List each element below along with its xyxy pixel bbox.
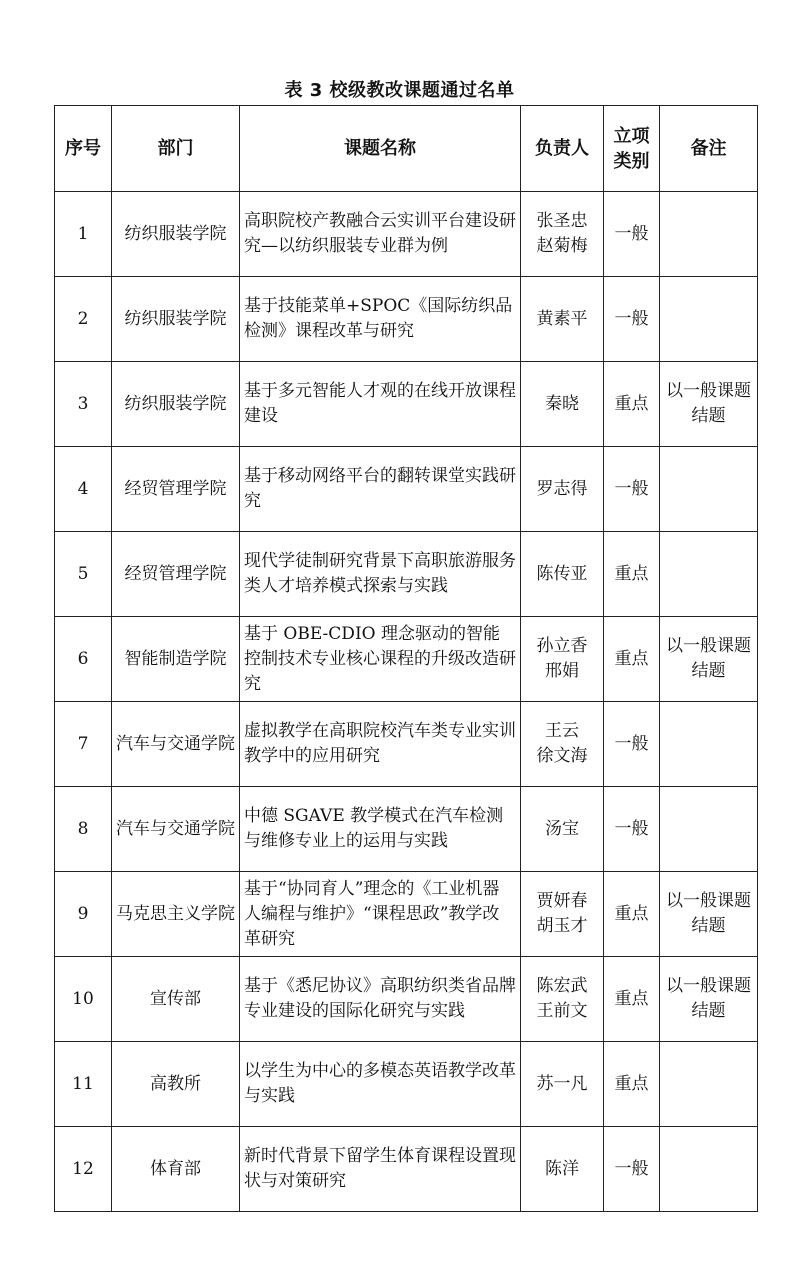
cell-topic: 基于多元智能人才观的在线开放课程建设 [240,362,521,447]
cell-dept: 纺织服装学院 [112,192,240,277]
cell-topic: 基于技能菜单+SPOC《国际纺织品检测》课程改革与研究 [240,277,521,362]
header-no: 序号 [55,106,112,192]
cell-dept: 经贸管理学院 [112,447,240,532]
table-row [55,362,758,447]
cell-owner [521,1042,604,1127]
header-type-line2: 类别 [613,150,650,172]
cell-note [660,1042,758,1127]
cell-owner-1: 陈传亚 [536,563,588,584]
cell-dept: 高教所 [112,1042,240,1127]
cell-dept: 马克思主义学院 [112,872,240,957]
cell-topic: 新时代背景下留学生体育课程设置现状与对策研究 [240,1127,521,1212]
cell-no: 8 [55,787,112,872]
header-row [55,106,758,192]
cell-note: 以一般课题结题 [660,362,758,447]
cell-owner-1: 张圣忠 [536,211,588,231]
cell-no: 4 [55,447,112,532]
cell-type: 重点 [604,1042,660,1127]
cell-dept: 纺织服装学院 [112,277,240,362]
cell-topic: 以学生为中心的多模态英语教学改革与实践 [240,1042,521,1127]
table-row [55,277,758,362]
cell-note: 以一般课题结题 [660,617,758,702]
cell-owner-1: 秦晓 [545,393,579,414]
table-row [55,787,758,872]
cell-owner-1: 陈宏武 [536,976,588,996]
cell-note [660,532,758,617]
cell-topic: 虚拟教学在高职院校汽车类专业实训教学中的应用研究 [240,702,521,787]
cell-topic: 基于《悉尼协议》高职纺织类省品牌专业建设的国际化研究与实践 [240,957,521,1042]
cell-type: 一般 [604,447,660,532]
table-row [55,1127,758,1212]
header-dept: 部门 [112,106,240,192]
cell-topic: 基于“协同育人”理念的《工业机器人编程与维护》“课程思政”教学改革研究 [240,872,521,957]
cell-topic: 基于 OBE-CDIO 理念驱动的智能控制技术专业核心课程的升级改造研究 [240,617,521,702]
cell-owner-1: 贾妍春 [536,891,588,911]
cell-topic: 中德 SGAVE 教学模式在汽车检测与维修专业上的运用与实践 [240,787,521,872]
table-body [55,192,758,1212]
table-row [55,957,758,1042]
cell-no: 3 [55,362,112,447]
approved-topics-table [54,105,758,1212]
cell-owner-2: 邢娟 [545,661,579,681]
header-note: 备注 [660,106,758,192]
cell-type: 一般 [604,1127,660,1212]
cell-no: 2 [55,277,112,362]
cell-dept: 智能制造学院 [112,617,240,702]
cell-topic: 高职院校产教融合云实训平台建设研究—以纺织服装专业群为例 [240,192,521,277]
table-row [55,1042,758,1127]
cell-dept: 宣传部 [112,957,240,1042]
header-type-line1: 立项 [613,125,650,147]
cell-owner-1: 罗志得 [536,478,588,499]
cell-owner-1: 汤宝 [545,818,579,839]
cell-owner [521,702,604,787]
cell-no: 10 [55,957,112,1042]
cell-owner [521,957,604,1042]
cell-owner [521,1127,604,1212]
cell-dept: 体育部 [112,1127,240,1212]
cell-note [660,447,758,532]
cell-no: 9 [55,872,112,957]
cell-no: 12 [55,1127,112,1212]
cell-dept: 纺织服装学院 [112,362,240,447]
cell-type: 重点 [604,362,660,447]
header-topic: 课题名称 [240,106,521,192]
cell-owner [521,362,604,447]
cell-owner-2: 徐文海 [536,746,588,766]
cell-owner-1: 王云 [545,721,579,741]
cell-note: 以一般课题结题 [660,872,758,957]
table-title: 表 3 校级教改课题通过名单 [284,80,515,101]
cell-owner-1: 孙立香 [536,636,588,656]
cell-no: 6 [55,617,112,702]
cell-type: 重点 [604,957,660,1042]
header-type [604,106,660,192]
cell-type: 一般 [604,787,660,872]
cell-owner-2: 胡玉才 [536,916,588,936]
cell-type: 重点 [604,532,660,617]
cell-owner-1: 陈洋 [545,1158,579,1179]
table-row [55,532,758,617]
cell-owner [521,872,604,957]
table-row [55,192,758,277]
cell-note [660,1127,758,1212]
cell-no: 5 [55,532,112,617]
table-row [55,702,758,787]
cell-note [660,787,758,872]
table-row [55,617,758,702]
cell-note [660,702,758,787]
cell-owner [521,787,604,872]
cell-owner-2: 王前文 [536,1001,588,1021]
cell-topic: 基于移动网络平台的翻转课堂实践研究 [240,447,521,532]
cell-dept: 汽车与交通学院 [112,702,240,787]
cell-type: 重点 [604,872,660,957]
cell-no: 1 [55,192,112,277]
cell-type: 一般 [604,192,660,277]
cell-owner [521,192,604,277]
cell-note [660,277,758,362]
table-row [55,872,758,957]
cell-note [660,192,758,277]
cell-topic: 现代学徒制研究背景下高职旅游服务类人才培养模式探索与实践 [240,532,521,617]
cell-owner [521,447,604,532]
cell-dept: 经贸管理学院 [112,532,240,617]
cell-owner [521,617,604,702]
cell-no: 11 [55,1042,112,1127]
cell-owner [521,277,604,362]
cell-type: 重点 [604,617,660,702]
cell-type: 一般 [604,277,660,362]
cell-owner-2: 赵菊梅 [536,236,588,256]
cell-owner-1: 黄素平 [536,308,588,329]
header-owner: 负责人 [521,106,604,192]
cell-no: 7 [55,702,112,787]
cell-owner-1: 苏一凡 [536,1073,588,1094]
cell-type: 一般 [604,702,660,787]
cell-note: 以一般课题结题 [660,957,758,1042]
cell-owner [521,532,604,617]
table-row [55,447,758,532]
cell-dept: 汽车与交通学院 [112,787,240,872]
